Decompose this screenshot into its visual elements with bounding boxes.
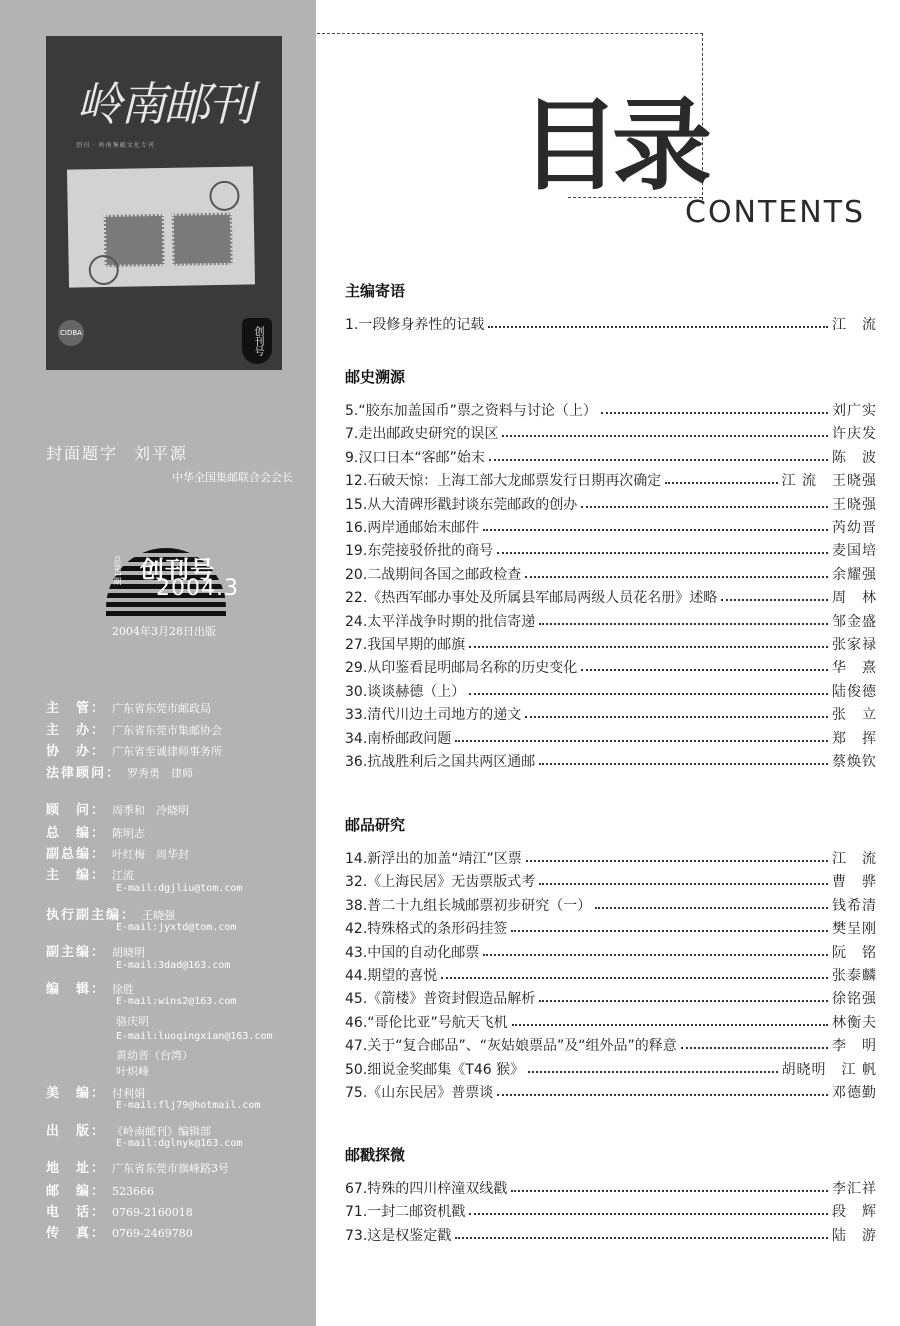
toc-entry-author: 徐铭强 (832, 991, 877, 1008)
toc-entry-title: 67.特殊的四川梓潼双线戳 (345, 1181, 508, 1197)
toc-entry-title: 33.清代川边土司地方的递文 (345, 707, 522, 724)
leader-dots (502, 435, 828, 437)
toc-entry[interactable] (345, 964, 877, 986)
leader-dots (601, 412, 828, 414)
toc-entry-author: 陆 游 (832, 1227, 877, 1244)
leader-dots (455, 1237, 828, 1239)
staff-publisher: 出 版： 《岭南邮刊》编辑部 (46, 1124, 212, 1139)
leader-dots (489, 459, 828, 461)
section-title: 邮品研究 (345, 816, 406, 834)
contents-heading-en: CONTENTS (685, 195, 866, 230)
leader-dots (681, 1047, 828, 1049)
toc-entry[interactable] (345, 516, 877, 538)
staff-fax: 传 真： 0769-2469780 (46, 1226, 193, 1241)
leader-dots (512, 1024, 828, 1026)
toc-entry-author: 郑 挥 (832, 730, 877, 747)
toc-entry[interactable] (345, 1200, 877, 1222)
toc-entry-author: 林衡夫 (832, 1014, 877, 1031)
staff-organizer: 主 办： 广东省东莞市集邮协会 (46, 723, 223, 738)
toc-entry-author: 许庆发 (832, 426, 877, 443)
staff-editorial-name4: 叶炽峰 (116, 1065, 149, 1078)
publish-date: 2004年3月28日出版 (112, 625, 216, 638)
toc-entry-title: 36.抗战胜利后之国共两区通邮 (345, 754, 536, 770)
toc-entry-title: 43.中国的自动化邮票 (345, 944, 480, 961)
toc-entry-author: 余耀强 (832, 566, 877, 583)
calligraphy-label: 封面题字 (46, 444, 119, 463)
cover-image (46, 36, 282, 370)
staff-art: 美 编： 付利娟 (46, 1086, 146, 1101)
toc-entry-author: 胡晓明 江 帆 (781, 1061, 877, 1078)
cover-envelope (67, 166, 255, 287)
toc-entry-title: 44.期望的喜悦 (345, 968, 438, 984)
staff-postcode: 邮 编： 523666 (46, 1184, 155, 1199)
toc-entry-title: 9.汉口日本“客邮”始末 (345, 449, 485, 466)
toc-entry-author: 陈 波 (832, 449, 877, 466)
toc-entry-title: 20.二战期间各国之邮政检查 (345, 566, 522, 583)
postmark-icon (209, 181, 240, 212)
leader-dots (469, 1213, 828, 1215)
section-title: 邮戳探微 (345, 1146, 406, 1164)
toc-entry[interactable] (345, 703, 877, 725)
toc-entry-title: 16.两岸通邮始末邮件 (345, 520, 480, 536)
toc-entry-author: 曹 骅 (832, 874, 877, 891)
toc-entry[interactable] (345, 633, 877, 655)
staff-deputy-editor: 副主编： 胡晓明 (46, 945, 146, 960)
toc-entry-author: 周 林 (832, 590, 877, 607)
calligraphy-name: 刘平源 (134, 444, 189, 463)
toc-entry[interactable] (345, 1011, 877, 1033)
toc-entry-author: 蔡焕钦 (832, 754, 877, 770)
contents-heading-cn: 目录 (520, 87, 704, 204)
calligraphy-role: 中华全国集邮联合会会长 (172, 471, 293, 484)
staff-advisor: 顾 问： 周季和 冷晓明 (46, 803, 190, 818)
leader-dots (497, 1094, 828, 1096)
toc-entry[interactable] (345, 1081, 877, 1103)
toc-entry[interactable] (345, 680, 877, 702)
toc-entry[interactable] (345, 586, 877, 608)
issue-volume: 总第1期 (113, 556, 122, 586)
toc-entry-author: 华 熹 (832, 660, 877, 677)
leader-dots (525, 576, 828, 578)
toc-entry[interactable] (345, 1058, 877, 1080)
staff-editor: 主 编： 江流 (46, 868, 135, 883)
leader-dots (539, 1000, 828, 1002)
leader-dots (469, 646, 828, 648)
staff-publisher-email: E-mail:dglnyk@163.com (116, 1138, 243, 1149)
toc-entry-author: 芮幼晋 (832, 520, 877, 536)
leader-dots (483, 954, 828, 956)
toc-entry[interactable] (345, 1224, 877, 1246)
staff-phone: 电 话： 0769-2160018 (46, 1205, 193, 1220)
toc-entry[interactable] (345, 422, 877, 444)
stamp-image (172, 213, 233, 266)
toc-entry-title: 34.南桥邮政问题 (345, 730, 452, 747)
toc-entry[interactable] (345, 399, 877, 421)
toc-entry-author: 张泰麟 (832, 968, 877, 984)
staff-editorial-name3: 黄幼晋（台湾） (116, 1049, 193, 1062)
staff-editorial: 编 辑： 徐胜 (46, 982, 135, 997)
toc-entry[interactable] (345, 1177, 877, 1199)
cover-logo: CIDBA (58, 320, 84, 346)
staff-chief: 总 编： 陈明志 (46, 826, 146, 841)
toc-entry[interactable] (345, 469, 877, 491)
toc-entry-author: 陆俊德 (832, 683, 877, 700)
issue-badge (106, 548, 239, 618)
toc-entry-author: 麦国培 (832, 543, 877, 560)
toc-entry-title: 47.关于“复合邮品”、“灰姑娘票品”及“组外品”的释意 (345, 1038, 677, 1055)
toc-entry[interactable] (345, 493, 877, 515)
postmark-icon (88, 255, 119, 286)
staff-editorial-email1: E-mail:wins2@163.com (116, 996, 237, 1007)
toc-entry-title: 27.我国早期的邮旗 (345, 637, 466, 653)
leader-dots (511, 930, 828, 932)
toc-entry-author: 江 流 (832, 317, 877, 333)
toc-entry-author: 江 流 (832, 851, 877, 867)
toc-entry[interactable] (345, 563, 877, 585)
leader-dots (721, 599, 828, 601)
toc-entry-title: 5.“胶东加盖国币”票之资料与讨论（上） (345, 403, 597, 419)
toc-entry-author: 樊呈刚 (832, 921, 877, 938)
toc-entry-title: 32.《上海民居》无齿票版式考 (345, 874, 536, 891)
toc-entry-title: 29.从印鉴看昆明邮局名称的历史变化 (345, 660, 578, 677)
leader-dots (528, 1071, 777, 1073)
toc-entry-author: 段 辉 (832, 1204, 877, 1221)
section-title: 主编寄语 (345, 282, 406, 300)
cover-subtitle: 创刊 · 岭南集邮文化专刊 (76, 142, 155, 149)
issue-name: 创刊号 (140, 556, 215, 584)
toc-entry-title: 50.细说金奖邮集《T46 猴》 (345, 1061, 525, 1078)
staff-editor-email: E-mail:dgjliu@tom.com (116, 883, 243, 894)
leader-dots (469, 693, 828, 695)
toc-entry[interactable] (345, 1034, 877, 1056)
section-title: 邮史溯源 (345, 368, 406, 386)
leader-dots (455, 740, 828, 742)
leader-dots (595, 907, 828, 909)
leader-dots (441, 977, 828, 979)
toc-entry-author: 邓德勤 (832, 1085, 877, 1101)
toc-entry-author: 李 明 (832, 1038, 877, 1055)
toc-entry-title: 14.新浮出的加盖“靖江”区票 (345, 851, 522, 867)
toc-entry[interactable] (345, 847, 877, 869)
toc-entry-title: 45.《箭楼》普资封假造品解析 (345, 991, 536, 1008)
toc-entry-author: 江 流 王晓强 (781, 473, 877, 490)
staff-legal: 法律顾问： 罗秀勇 律师 (46, 766, 194, 781)
toc-entry[interactable] (345, 446, 877, 468)
leader-dots (665, 482, 777, 484)
cover-title: 岭南邮刊 (76, 77, 252, 131)
leader-dots (539, 623, 828, 625)
leader-dots (497, 552, 828, 554)
staff-exec-editor: 执行副主编： 王晓强 (46, 908, 176, 923)
staff-exec-editor-email: E-mail:jyxtd@tom.com (116, 922, 237, 933)
staff-deputy-chief: 副总编： 叶红梅 周华封 (46, 847, 190, 862)
staff-editorial-name2: 骆庆明 (116, 1015, 149, 1028)
leader-dots (511, 1190, 828, 1192)
toc-entry[interactable] (345, 750, 877, 772)
leader-dots (581, 506, 828, 508)
toc-entry-author: 李汇祥 (832, 1181, 877, 1197)
leader-dots (488, 326, 828, 328)
toc-entry-title: 24.太平洋战争时期的批信寄递 (345, 613, 536, 630)
toc-entry[interactable] (345, 917, 877, 939)
toc-entry-title: 22.《热西军邮办事处及所属县军邮局两级人员花名册》述略 (345, 590, 718, 607)
toc-entry[interactable] (345, 727, 877, 749)
cover-badge: 创刊号 (242, 318, 272, 364)
toc-entry[interactable] (345, 894, 877, 916)
toc-entry[interactable] (345, 987, 877, 1009)
toc-entry-title: 71.一封二邮资机戳 (345, 1204, 466, 1221)
toc-entry-author: 刘广实 (832, 403, 877, 419)
toc-entry-author: 张 立 (832, 707, 877, 724)
leader-dots (483, 529, 828, 531)
calligraphy-credit (46, 441, 204, 464)
staff-address: 地 址： 广东省东莞市旗峰路3号 (46, 1161, 230, 1176)
toc-entry-author: 钱希清 (832, 897, 877, 914)
toc-entry-title: 73.这是权鉴定戳 (345, 1227, 452, 1244)
toc-entry[interactable] (345, 870, 877, 892)
toc-entry-title: 46.“哥伦比亚”号航天飞机 (345, 1014, 508, 1031)
toc-entry[interactable] (345, 610, 877, 632)
staff-editorial-email2: E-mail:luoqingxian@163.com (116, 1031, 273, 1042)
toc-entry-author: 邹金盛 (832, 613, 877, 630)
leader-dots (539, 763, 828, 765)
staff-coorganizer: 协 办： 广东省至诚律师事务所 (46, 744, 223, 759)
left-sidebar (0, 0, 316, 1326)
toc-entry-author: 王晓强 (832, 496, 877, 513)
toc-entry[interactable] (345, 941, 877, 963)
toc-entry-title: 42.特殊格式的条形码挂签 (345, 921, 508, 938)
leader-dots (539, 883, 828, 885)
toc-entry[interactable] (345, 656, 877, 678)
leader-dots (581, 669, 828, 671)
toc-entry-title: 30.谈谈赫德（上） (345, 683, 466, 700)
staff-sponsor: 主 管： 广东省东莞市邮政局 (46, 701, 212, 716)
toc-entry-title: 12.石破天惊：上海工部大龙邮票发行日期再次确定 (345, 473, 662, 490)
toc-entry-author: 张家禄 (832, 637, 877, 653)
toc-entry-author: 阮 铭 (832, 944, 877, 961)
toc-entry-title: 19.东莞接驳侨批的商号 (345, 543, 494, 560)
toc-entry-title: 75.《山东民居》普票谈 (345, 1085, 494, 1101)
toc-entry-title: 1.一段修身养性的记载 (345, 317, 485, 333)
toc-entry[interactable] (345, 313, 877, 335)
staff-art-email: E-mail:flj79@hotmail.com (116, 1100, 261, 1111)
toc-entry[interactable] (345, 539, 877, 561)
issue-date: 2004.3 (156, 576, 239, 601)
toc-entry-title: 15.从大清碑形戳封谈东莞邮政的创办 (345, 496, 578, 513)
leader-dots (525, 716, 828, 718)
staff-deputy-editor-email: E-mail:3dad@163.com (116, 960, 231, 971)
toc-entry-title: 7.走出邮政史研究的误区 (345, 426, 499, 443)
toc-entry-title: 38.普二十九组长城邮票初步研究（一） (345, 897, 592, 914)
leader-dots (526, 860, 828, 862)
